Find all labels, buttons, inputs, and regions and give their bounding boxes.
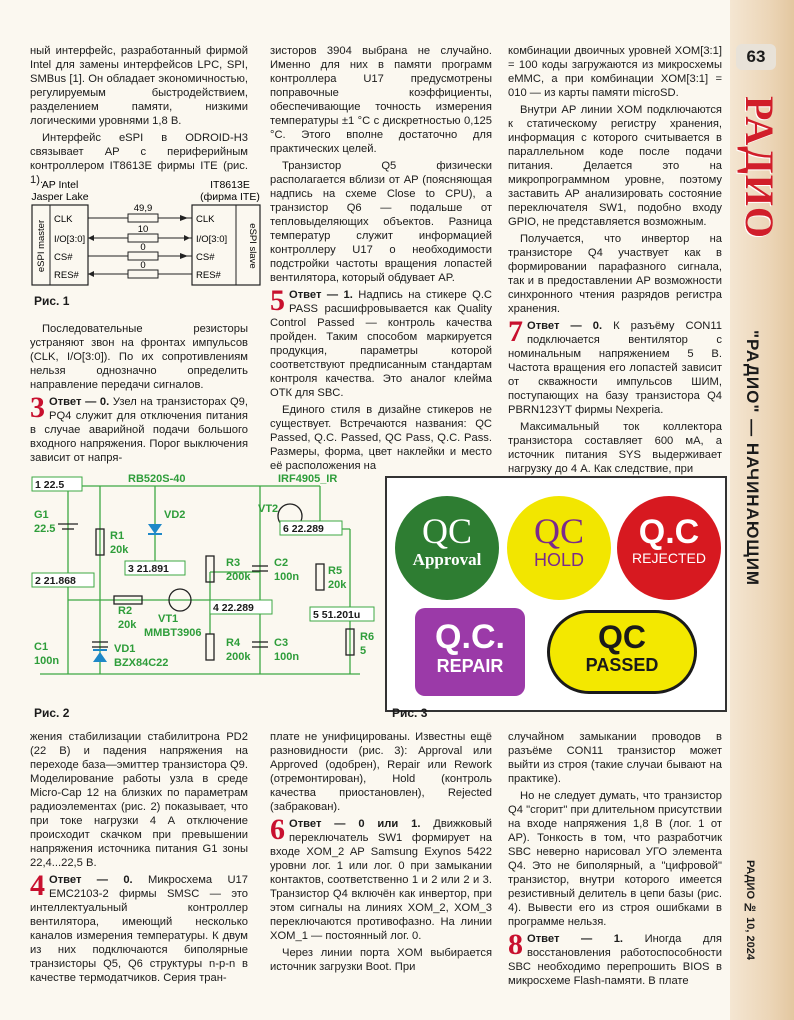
sticker-line1: QC bbox=[598, 619, 646, 655]
component-label: R4 bbox=[226, 637, 241, 649]
fig1-left-side: eSPI master bbox=[36, 219, 47, 273]
fig1-resistor-value: 0 bbox=[140, 242, 146, 253]
paragraph: Транзистор Q5 физически располагается вблизи от AP (поясняющая надпись на схеме Close to CPU), а транзистор Q6 — подальше от тепловыделяющих объектов. Разница температур служит информацией контроллеру U17 о необходимости подстройки частоты вращения лопастей вентилятора, который обдувает AP. bbox=[270, 160, 492, 284]
component-label: G1 bbox=[34, 509, 49, 521]
sticker-approval bbox=[395, 496, 499, 600]
sticker-line1: QC bbox=[421, 511, 472, 551]
fig1-signal-left: I/O[3:0] bbox=[54, 234, 86, 245]
issue-footer: РАДИО № 10, 2024 bbox=[744, 860, 756, 960]
figure-1-caption: Рис. 1 bbox=[34, 294, 70, 308]
component-label: R2 bbox=[118, 605, 133, 617]
paragraph: Максимальный ток коллектора транзистора составляет 600 мА, а источник питания SYS выдерживает нагрузку до 4 А. Как следствие, при bbox=[508, 421, 722, 475]
node-label: 1 22.5 bbox=[35, 479, 65, 491]
sticker-line1: Q.C bbox=[638, 513, 700, 551]
fig1-left-title: AP Intel Jasper Lake bbox=[31, 179, 89, 203]
fig1-signal-right: CS# bbox=[196, 252, 215, 263]
fig1-resistor-value: 0 bbox=[140, 260, 146, 271]
bottom-column-1 bbox=[30, 730, 248, 988]
answer-6 bbox=[270, 813, 493, 943]
answer-text: Микросхема U17 EMC2103-2 фирмы SMSC — это интеллектуальный контроллер вентилятора, имеющий несколько каналов измерения температуры. К двум из них подключаются биполярные транзисторы Q5, Q6 структуры n-p-n в качестве термодатчиков. Серия тран- bbox=[30, 874, 248, 984]
question-number: 8 bbox=[508, 928, 523, 961]
paragraph: Через линии порта XOM выбирается источник загрузки Boot. При bbox=[270, 947, 492, 973]
answer-5 bbox=[270, 284, 493, 400]
fig1-signal-left: CLK bbox=[54, 214, 73, 225]
bottom-column-2 bbox=[270, 730, 492, 977]
column-2 bbox=[270, 44, 492, 476]
fig1-signal-right: I/O[3:0] bbox=[196, 234, 228, 245]
paragraph: Единого стиля в дизайне стикеров не существует. Встречаются названия: QC Passed, Q.C. Passed, QC Pass, Q.C. Pass. Размеры, форма, цвет наклейки и место её расположения на bbox=[270, 404, 492, 472]
paragraph: Интерфейс eSPI в ODROID-H3 связывает AP с периферийным контроллером IT8613E фирмы ITE (рис. 1). bbox=[30, 132, 248, 186]
fig1-signal-left: CS# bbox=[54, 252, 73, 263]
component-label: VD1 bbox=[114, 643, 136, 655]
node-label: 5 51.201u bbox=[313, 609, 361, 621]
component-label: 200k bbox=[226, 651, 251, 663]
fig1-resistor-value: 49,9 bbox=[133, 203, 153, 214]
answer-text: К разъёму CON11 подключается вентилятор с номинальным напряжением 5 В. Частота вращения его лопастей зависит от скважности импульсов ШИМ, поступающих на базу транзистора Q4 PBRN123YT фирмы Nexperia. bbox=[508, 320, 722, 416]
column-1-lower bbox=[30, 322, 248, 468]
question-number: 5 bbox=[270, 284, 285, 317]
component-label: 200k bbox=[226, 571, 251, 583]
question-number: 3 bbox=[30, 391, 45, 424]
figure-3-caption: Рис. 3 bbox=[392, 706, 428, 720]
sticker-line1: QC bbox=[533, 511, 584, 551]
fig1-right-title: IT8613E (фирма ITE) bbox=[200, 179, 260, 203]
column-3 bbox=[508, 44, 722, 479]
component-label: R5 bbox=[328, 565, 343, 577]
figure-3-stickers bbox=[385, 476, 727, 712]
sticker-line2: HOLD bbox=[533, 550, 584, 570]
question-number: 7 bbox=[508, 315, 523, 348]
sticker-repair bbox=[415, 608, 525, 696]
paragraph: ный интерфейс, разработанный фирмой Intel для замены интерфейсов LPC, SPI, SMBus [1]. Он обладает экономичностью, регулируемым быстродействием, разделением памяти, низкими логическими уровнями 1,8 В. bbox=[30, 45, 248, 127]
sticker-line2: REPAIR bbox=[436, 656, 504, 676]
answer-label: Ответ — 0. bbox=[527, 320, 603, 332]
component-label: R3 bbox=[226, 557, 241, 569]
component-label: R1 bbox=[110, 530, 125, 542]
answer-text: Движковый переключатель SW1 формирует на входе XOM_2 AP Samsung Exynos 5422 уровни лог. 1 или лог. 0 при замыкании контактов, соответственно 1 и 2 или 2 и 3. Транзистор Q4 включён как инвертор, при этом сигналы на линиях XOM_2, XOM_3 переключаются противофазно. На линии XOM_1 — постоянный лог. 0. bbox=[270, 818, 493, 942]
answer-text: Надпись на стикере Q.C PASS расшифровывается как Quality Control Passed — контроль качества пройден. Таким способом маркируется продукция, параметры которой соответствуют предписанным стандартам контроля качества. Это аналог клейма ОТК для SBC. bbox=[270, 289, 493, 399]
paragraph: Внутри AP линии XOM подключаются к статическому регистру хранения, информация с которого считывается в параллельном коде после подачи питания. Делается это на микропрограммном уровне, поэтому заставить AP анализировать состояние переключателя SW1, подобно входу GPIO, не представляется возможным. bbox=[508, 104, 722, 228]
component-label: 20k bbox=[118, 619, 137, 631]
answer-7 bbox=[508, 315, 722, 417]
node-label: 6 22.289 bbox=[283, 523, 324, 535]
answer-label: Ответ — 0 или 1. bbox=[289, 818, 421, 830]
component-label: 100n bbox=[274, 651, 300, 663]
component-label: C3 bbox=[274, 637, 289, 649]
sticker-hold bbox=[507, 496, 611, 600]
magazine-logo: РАДИО bbox=[737, 96, 782, 239]
figure-2-schematic bbox=[30, 474, 380, 702]
section-title: "РАДИО" — НАЧИНАЮЩИМ bbox=[743, 330, 762, 587]
answer-label: Ответ — 1. bbox=[289, 289, 353, 301]
bottom-column-3 bbox=[508, 730, 722, 991]
component-label: 100n bbox=[34, 655, 60, 667]
figure-1-diagram bbox=[30, 178, 266, 290]
fig1-right-side: eSPI slave bbox=[247, 223, 258, 269]
paragraph: Последовательные резисторы устраняют звон на фронтах импульсов (CLK, I/O[3:0]). По их сопротивлениям нельзя однозначно определить направление передачи сигналов. bbox=[30, 323, 248, 391]
sticker-line1: Q.C. bbox=[435, 618, 505, 656]
component-label: C2 bbox=[274, 557, 289, 569]
sticker-passed bbox=[547, 610, 697, 694]
component-label: 20k bbox=[110, 544, 129, 556]
component-label: VT1 bbox=[158, 613, 179, 625]
fig1-resistor-value: 10 bbox=[137, 224, 149, 235]
question-number: 4 bbox=[30, 869, 45, 902]
answer-label: Ответ — 0. bbox=[49, 874, 133, 886]
sticker-line2: PASSED bbox=[585, 655, 659, 675]
fig1-signal-right: CLK bbox=[196, 214, 215, 225]
answer-8 bbox=[508, 928, 722, 988]
component-label: 100n bbox=[274, 571, 300, 583]
sticker-line2: REJECTED bbox=[632, 550, 706, 566]
paragraph: зисторов 3904 выбрана не случайно. Именно для них в памяти программ контроллера U17 предусмотрены поправочные коэффициенты, обеспечивающие точность измерения температуры ±1 °С с дискретностью 0,125 °С. Этого вполне достаточно для практических целей. bbox=[270, 45, 492, 155]
component-label: BZX84C22 bbox=[114, 657, 169, 669]
paragraph: случайном замыкании проводов в разъёме CON11 транзистор может выйти из строя (такие случаи бывают на практике). bbox=[508, 731, 722, 785]
component-label: RB520S-40 bbox=[128, 474, 186, 485]
component-label: 22.5 bbox=[34, 523, 56, 535]
component-label: C1 bbox=[34, 641, 49, 653]
sticker-line2: Approval bbox=[412, 550, 482, 569]
paragraph: плате не унифицированы. Известны ещё разновидности (рис. 3): Approval или Approved (одобрен), Repair или Rework (отремонтирован), Hold (контроль качества приостановлен), Rejected (забракован). bbox=[270, 731, 492, 813]
component-label: 5 bbox=[360, 645, 367, 657]
column-1 bbox=[30, 44, 248, 190]
answer-label: Ответ — 1. bbox=[527, 933, 624, 945]
fig1-signal-right: RES# bbox=[196, 270, 221, 281]
answer-4 bbox=[30, 869, 248, 985]
node-label: 2 21.868 bbox=[35, 575, 76, 587]
answer-text: Иногда для восстановления работоспособности SBC необходимо перепрошить BIOS в микросхеме Flash-памяти. В плате bbox=[508, 933, 722, 987]
paragraph: комбинации двоичных уровней XOM[3:1] = 100 коды загружаются из микросхемы eMMC, а при комбинации XOM[3:1] = 010 — из карты памяти microSD. bbox=[508, 45, 722, 99]
paragraph: Получается, что инвертор на транзисторе Q4 участвует как в формировании парафазного сигнала, так и в предоставлении AP возможности синхронного чтения разрядов регистра хранения. bbox=[508, 233, 722, 315]
component-label: VT2 bbox=[258, 503, 279, 515]
component-label: IRF4905_IR bbox=[278, 474, 338, 485]
sticker-rejected bbox=[617, 496, 721, 600]
answer-text: Узел на транзисторах Q9, PQ4 служит для отключения питания в случае аварийной подачи большого входного напряжения. Порог выключения зависит от напря- bbox=[30, 396, 248, 464]
fig1-signal-left: RES# bbox=[54, 270, 79, 281]
paragraph: Но не следует думать, что транзистор Q4 "сгорит" при длительном присутствии на входе напряжения 1,8 В (лог. 1 от AP). Тонкость в том, что разработчик SBC неверно нарисовал УГО элемента Q4. Это не биполярный, а "цифровой" транзистор, внутри которого имеется резистивный делитель в цепи базы (рис. 4). Вывести его из строя ошибками в программе нельзя. bbox=[508, 790, 722, 928]
node-label: 4 22.289 bbox=[213, 602, 254, 614]
component-label: R6 bbox=[360, 631, 375, 643]
figure-2-caption: Рис. 2 bbox=[34, 706, 70, 720]
question-number: 6 bbox=[270, 813, 285, 846]
node-label: 3 21.891 bbox=[128, 563, 169, 575]
component-label: VD2 bbox=[164, 509, 186, 521]
component-label: 20k bbox=[328, 579, 347, 591]
component-label: MMBT3906 bbox=[144, 627, 202, 639]
answer-label: Ответ — 0. bbox=[49, 396, 110, 408]
answer-3 bbox=[30, 391, 248, 465]
page-number: 63 bbox=[736, 44, 776, 70]
paragraph: жения стабилизации стабилитрона PD2 (22 В) и падения напряжения на переходе база—эмиттер транзистора Q9. Моделирование работы узла в среде Micro-Cap 12 на близких по параметрам радиоэлементах (рис. 2) показывает, что при токе нагрузки 4 А отключение происходит скачком при превышении напряжения источника питания G1 зоны 22,4...22,5 В. bbox=[30, 731, 248, 869]
